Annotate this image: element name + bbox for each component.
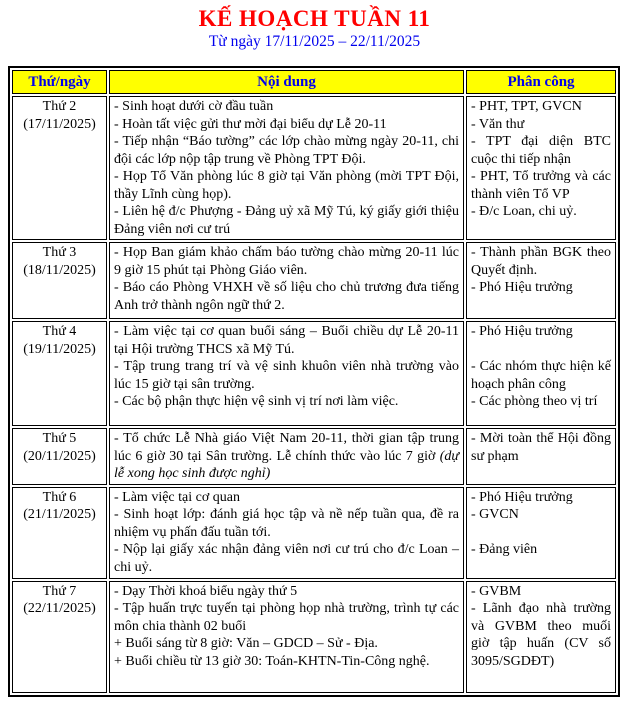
assignment-line: - Đảng viên [471, 542, 538, 557]
header-day: Thứ/ngày [12, 70, 107, 94]
plan-table-body [12, 96, 616, 693]
assignment-line: - PHT, Tổ trưởng và các thành viên Tổ VP [471, 169, 611, 202]
weekly-plan-table [8, 66, 620, 697]
content-line: - Tập huấn trực tuyến tại phòng họp nhà trường, trình tự các môn chia thành 02 buổi [114, 601, 459, 634]
day-cell [12, 487, 107, 579]
assignment-line: - Đ/c Loan, chi uỷ. [471, 204, 577, 219]
assignment-line [471, 524, 611, 542]
assignment-line: - Phó Hiệu trưởng [471, 489, 573, 505]
day-name: Thứ 4 [42, 324, 77, 339]
content-line: - Nộp lại giấy xác nhận đảng viên nơi cư trú cho đ/c Loan – chi uỷ. [114, 542, 459, 575]
day-name: Thứ 7 [42, 583, 77, 599]
day-cell [12, 242, 107, 319]
day-name: Thứ 2 [42, 99, 77, 114]
content-line: - Họp Ban giám khảo chấm báo tường chào mừng 20-11 lúc 9 giờ 15 phút tại Phòng Giáo viên. [114, 245, 459, 278]
day-cell [12, 581, 107, 693]
day-date: (19/11/2025) [23, 341, 96, 357]
assignment-line: - Văn thư [471, 116, 525, 132]
content-line: - Tiếp nhận “Báo tường” các lớp chào mừng ngày 20-11, chi đội các lớp nộp tập trung về Phòng TPT Đội. [114, 134, 459, 167]
content-cell [109, 321, 464, 426]
day-name: Thứ 6 [42, 489, 77, 505]
assignment-line: - Lãnh đạo nhà trường và GVBM theo muối giờ tập huấn (CV số 3095/SGDĐT) [471, 601, 611, 669]
content-line: - Dạy Thời khoá biểu ngày thứ 5 [114, 583, 298, 599]
content-cell [109, 96, 464, 240]
assignment-line: - Thành phần BGK theo Quyết định. [471, 245, 611, 278]
page-subtitle: Từ ngày 17/11/2025 – 22/11/2025 [208, 33, 421, 50]
assignment-line: - GVCN [471, 507, 519, 522]
day-date: (20/11/2025) [23, 448, 96, 464]
content-cell [109, 428, 464, 485]
assignment-line: - Các phòng theo vị trí [471, 394, 598, 409]
assignment-cell [466, 96, 616, 240]
day-date: (21/11/2025) [23, 507, 96, 522]
day-date: (17/11/2025) [23, 116, 96, 132]
assignment-cell [466, 581, 616, 693]
assignment-line: - Phó Hiệu trưởng [471, 280, 573, 295]
table-row [12, 581, 616, 693]
assignment-line: - Mời toàn thể Hội đồng sư phạm [471, 431, 611, 464]
content-line: - Các bộ phận thực hiện vệ sinh vị trí nơi làm việc. [114, 394, 399, 409]
assignment-line: - PHT, TPT, GVCN [471, 99, 582, 114]
day-cell [12, 96, 107, 240]
day-cell [12, 428, 107, 485]
content-line: - Tập trung trang trí và vệ sinh khuôn viên nhà trường vào lúc 15 giờ tại sân trường. [114, 359, 459, 392]
content-line: - Làm việc tại cơ quan [114, 489, 240, 505]
assignment-cell [466, 321, 616, 426]
table-header-row [12, 70, 616, 94]
header-assignment: Phân công [466, 70, 616, 94]
content-line: - Sinh hoạt lớp: đánh giá học tập và nề nếp tuần qua, đề ra nhiệm vụ phấn đấu tuần tới. [114, 507, 459, 540]
content-line: - Báo cáo Phòng VHXH về số liệu cho chủ trương đưa tiếng Anh trở thành ngôn ngữ thứ 2. [114, 280, 459, 313]
day-date: (18/11/2025) [23, 262, 96, 278]
content-line: - Làm việc tại cơ quan buổi sáng – Buổi chiều dự Lễ 20-11 tại Hội trường THCS xã Mỹ Tú. [114, 324, 459, 357]
day-cell [12, 321, 107, 426]
table-row [12, 321, 616, 426]
page-title: KẾ HOẠCH TUẦN 11 [198, 6, 431, 31]
assignment-line [471, 341, 611, 359]
table-row [12, 428, 616, 485]
content-cell [109, 487, 464, 579]
content-line: - Sinh hoạt dưới cờ đầu tuần [114, 99, 274, 114]
content-line: + Buổi sáng từ 8 giờ: Văn – GDCD – Sử - Địa. [114, 636, 378, 651]
table-row [12, 242, 616, 319]
assignment-line: - Các nhóm thực hiện kế hoạch phân công [471, 359, 611, 392]
content-line: - Liên hệ đ/c Phượng - Đảng uỷ xã Mỹ Tú, ký giấy giới thiệu Đảng viên nơi cư trú [114, 204, 459, 237]
content-line: - Tổ chức Lễ Nhà giáo Việt Nam 20-11, thời gian tập trung lúc 6 giờ 30 tại Sân trường. Lễ chính thức vào lúc 7 giờ (dự lễ xong học sinh được nghỉ) [114, 431, 459, 481]
table-row [12, 96, 616, 240]
day-name: Thứ 5 [42, 431, 77, 446]
content-line: - Họp Tổ Văn phòng lúc 8 giờ tại Văn phòng (mời TPT Đội, thầy Lĩnh cùng họp). [114, 169, 459, 202]
content-line: - Hoàn tất việc gửi thư mời đại biểu dự Lễ 20-11 [114, 116, 387, 132]
day-date: (22/11/2025) [23, 601, 96, 616]
content-line: + Buổi chiều từ 13 giờ 30: Toán-KHTN-Tin-Công nghệ. [114, 653, 430, 669]
assignment-line: - GVBM [471, 583, 522, 599]
content-cell [109, 242, 464, 319]
table-row [12, 487, 616, 579]
day-name: Thứ 3 [42, 245, 77, 260]
assignment-cell [466, 428, 616, 485]
assignment-cell [466, 242, 616, 319]
header-content: Nội dung [109, 70, 464, 94]
content-cell [109, 581, 464, 693]
assignment-line: - TPT đại diện BTC cuộc thi tiếp nhận [471, 134, 611, 167]
assignment-cell [466, 487, 616, 579]
assignment-line: - Phó Hiệu trưởng [471, 324, 573, 339]
